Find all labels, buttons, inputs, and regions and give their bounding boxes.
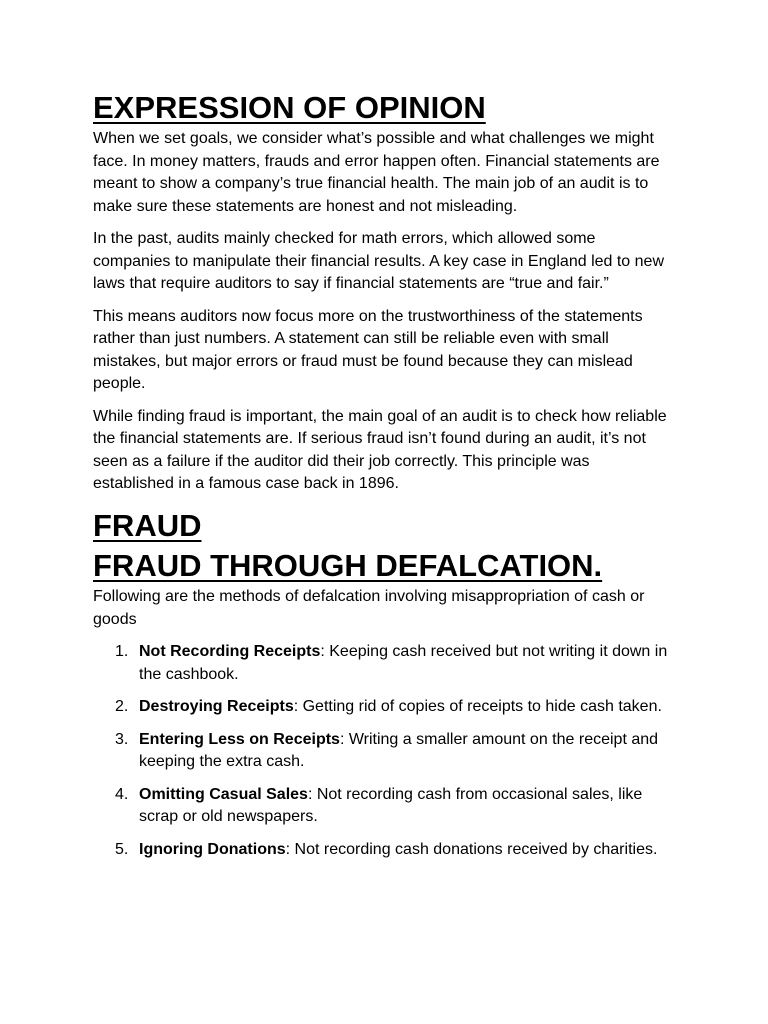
list-item-number: 2. — [115, 698, 129, 716]
paragraph: While finding fraud is important, the main goal of an audit is to check how reliable the financial statements are. If serious fraud isn’t found during an audit, it’s not seen as a failure if the auditor did their job correctly. This principle was established in a famous case back in 1896. — [93, 407, 667, 493]
list-item-number: 1. — [115, 643, 129, 661]
heading-fraud: FRAUD — [93, 507, 202, 543]
heading-expression-of-opinion: EXPRESSION OF OPINION — [93, 90, 486, 125]
list-item-term: Not Recording Receipts — [139, 643, 321, 661]
paragraph: This means auditors now focus more on the trustworthiness of the statements rather than just numbers. A statement can still be reliable even with small mistakes, but major errors or fraud must be found because they can mislead people. — [93, 307, 643, 393]
list-item — [93, 729, 674, 774]
list-item-description: : Not recording cash from occasional sales, like scrap or old newspapers. — [139, 785, 643, 826]
list-item-description: : Keeping cash received but not writing it down in the cashbook. — [139, 643, 668, 683]
defalcation-intro: Following are the methods of defalcation involving misappropriation of cash or goods — [93, 588, 645, 628]
paragraph: When we set goals, we consider what’s possible and what challenges we might face. In money matters, frauds and error happen often. Financial statements are meant to show a company’s true financial health. The main job of an audit is to make sure these statements are honest and not misleading. — [93, 130, 660, 215]
list-item-term: Entering Less on Receipts — [139, 730, 340, 748]
list-item-term: Ignoring Donations — [139, 840, 286, 858]
list-item-description: : Getting rid of copies of receipts to hide cash taken. — [293, 698, 662, 716]
heading-fraud-through-defalcation: FRAUD THROUGH DEFALCATION. — [93, 548, 603, 584]
list-item — [93, 641, 674, 686]
list-item-number: 4. — [115, 785, 129, 803]
list-item — [93, 696, 674, 719]
list-item-number: 3. — [115, 730, 129, 748]
list-item — [93, 839, 674, 862]
list-item-term: Omitting Casual Sales — [139, 785, 308, 803]
list-item — [93, 784, 674, 829]
list-item-number: 5. — [115, 840, 129, 858]
list-item-term: Destroying Receipts — [139, 698, 294, 716]
list-item-description: : Not recording cash donations received by charities. — [285, 840, 658, 858]
paragraph: In the past, audits mainly checked for math errors, which allowed some companies to manipulate their financial results. A key case in England led to new laws that require auditors to say if financial statements are “true and fair.” — [93, 230, 664, 293]
list-item-description: : Writing a smaller amount on the receipt and keeping the extra cash. — [139, 730, 659, 771]
defalcation-methods-list — [93, 641, 674, 861]
